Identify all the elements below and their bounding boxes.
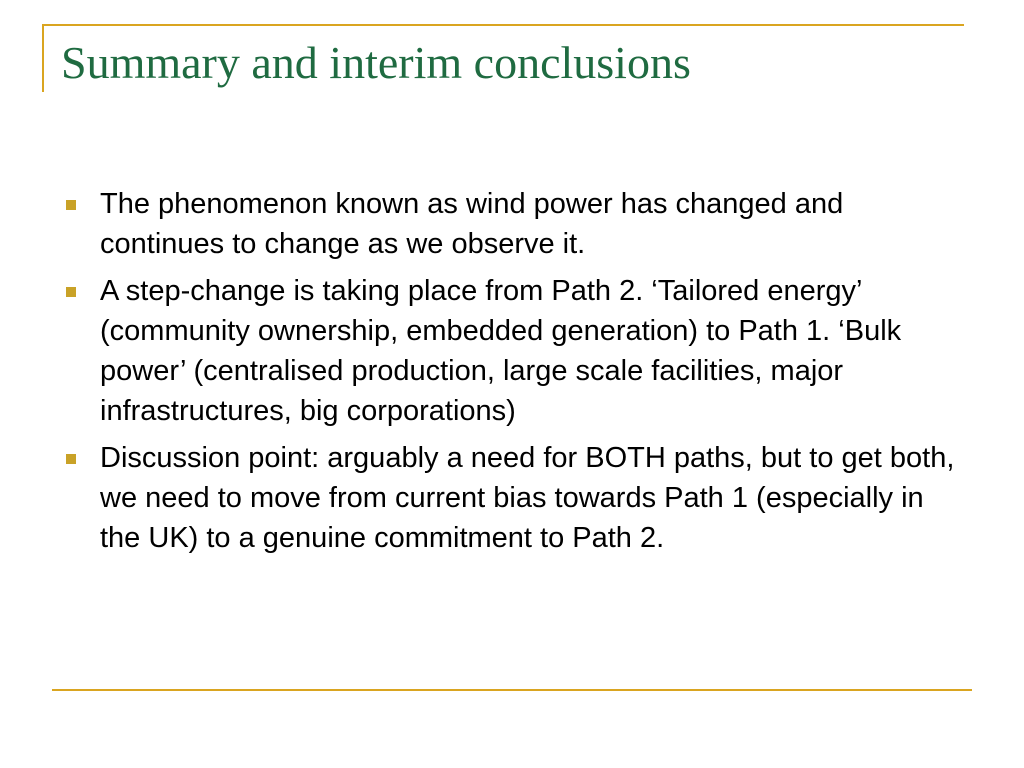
bullet-text-1: The phenomenon known as wind power has changed and continues to change as we observe it. xyxy=(100,188,844,260)
bullet-item-2 xyxy=(66,271,966,431)
bullet-text-3: Discussion point: arguably a need for BOTH paths, but to get both, we need to move from current bias towards Path 1 (especially in the UK) to a genuine commitment to Path 2. xyxy=(100,442,955,554)
bullet-list xyxy=(66,184,966,565)
bullet-text-2: A step-change is taking place from Path 2. ‘Tailored energy’ (community ownership, embedded generation) to Path 1. ‘Bulk power’ (centralised production, large scale facilities, major infrastructures, big corporations) xyxy=(100,275,902,427)
title-accent-vertical-line xyxy=(42,24,44,92)
footer-accent-line xyxy=(52,689,972,691)
square-bullet-icon xyxy=(66,200,76,210)
slide-title: Summary and interim conclusions xyxy=(61,37,691,88)
bullet-item-1 xyxy=(66,184,966,264)
title-accent-top-line xyxy=(42,24,964,26)
square-bullet-icon xyxy=(66,454,76,464)
bullet-item-3 xyxy=(66,438,966,558)
square-bullet-icon xyxy=(66,287,76,297)
